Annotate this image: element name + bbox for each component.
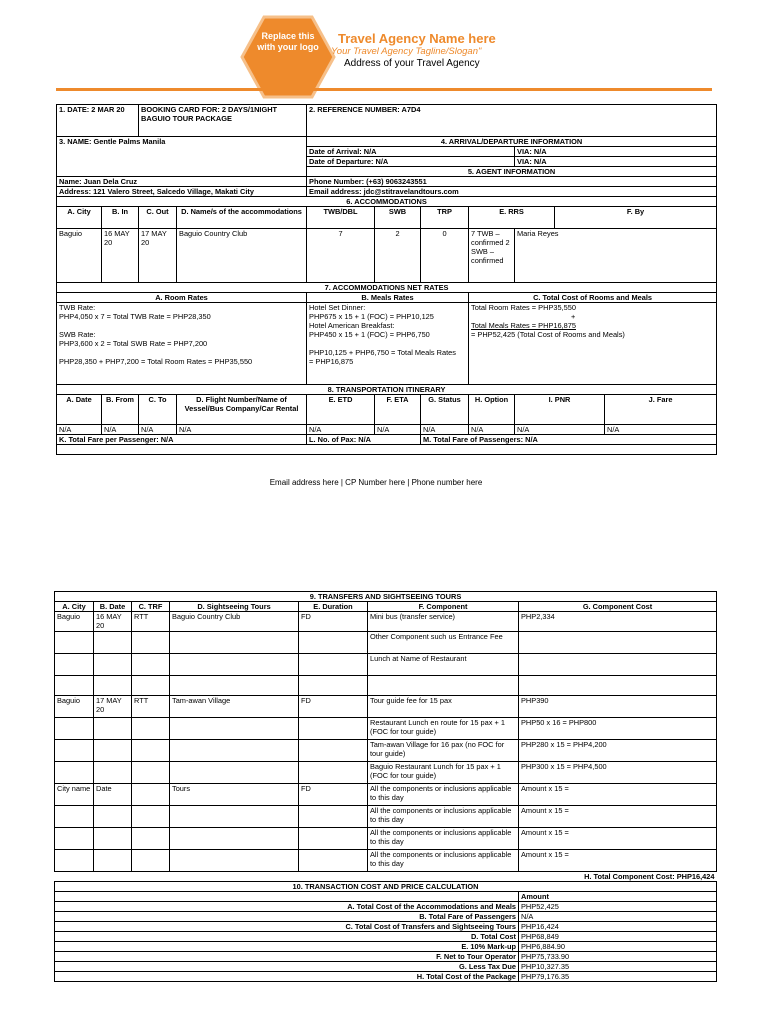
arrival-departure-header: 4. ARRIVAL/DEPARTURE INFORMATION bbox=[307, 137, 717, 147]
total-fare-per-passenger: K. Total Fare per Passenger: N/A bbox=[57, 435, 307, 445]
transaction-header: 10. TRANSACTION COST AND PRICE CALCULATION bbox=[55, 882, 717, 892]
transport-to: N/A bbox=[139, 425, 177, 435]
transfer-tour bbox=[170, 740, 299, 762]
transfer-dur bbox=[299, 654, 368, 676]
transfer-row bbox=[55, 784, 717, 806]
transaction-row bbox=[55, 922, 717, 932]
booking-date: 1. DATE: 2 MAR 20 bbox=[57, 105, 139, 137]
transport-col-carrier: D. Flight Number/Name of Vessel/Bus Company/Car Rental bbox=[177, 395, 307, 425]
transfer-dur: FD bbox=[299, 784, 368, 806]
transfers-col-trf: C. TRF bbox=[132, 602, 170, 612]
transfer-cost bbox=[519, 632, 717, 654]
accom-city: Baguio bbox=[57, 229, 102, 283]
agent-info-header: 5. AGENT INFORMATION bbox=[307, 167, 717, 177]
net-col-meals-rates: B. Meals Rates bbox=[307, 293, 469, 303]
transfer-date bbox=[94, 632, 132, 654]
room-rate-line: PHP3,600 x 2 = Total SWB Rate = PHP7,200 bbox=[59, 339, 208, 348]
room-rate-line bbox=[59, 321, 304, 330]
number-of-pax: L. No. of Pax: N/A bbox=[307, 435, 421, 445]
transfer-comp: Other Component such us Entrance Fee bbox=[368, 632, 519, 654]
transfer-row bbox=[55, 654, 717, 676]
total-component-cost: H. Total Component Cost: PHP16,424 bbox=[55, 872, 717, 882]
transfer-comp: Tam-awan Village for 16 pax (no FOC for tour guide) bbox=[368, 740, 519, 762]
transfer-cost: PHP2,334 bbox=[519, 612, 717, 632]
transaction-row bbox=[55, 932, 717, 942]
accom-in: 16 MAY 20 bbox=[102, 229, 139, 283]
accom-col-swb: SWB bbox=[375, 207, 421, 229]
transfer-comp: Tour guide fee for 15 pax bbox=[368, 696, 519, 718]
transfer-city bbox=[55, 740, 94, 762]
transfer-dur: FD bbox=[299, 612, 368, 632]
transfers-header: 9. TRANSFERS AND SIGHTSEEING TOURS bbox=[55, 592, 717, 602]
contact-footer: Email address here | CP Number here | Phone number here bbox=[269, 478, 483, 487]
transfer-dur bbox=[299, 632, 368, 654]
transfer-row bbox=[55, 740, 717, 762]
accom-col-in: B. In bbox=[102, 207, 139, 229]
transfer-tour bbox=[170, 654, 299, 676]
transfer-comp: All the components or inclusions applicable to this day bbox=[368, 850, 519, 872]
meal-rate-line: = PHP16,875 bbox=[309, 357, 354, 366]
transaction-label-blank bbox=[55, 892, 519, 902]
transfer-tour bbox=[170, 850, 299, 872]
transaction-label: B. Total Fare of Passengers bbox=[55, 912, 519, 922]
agent-address: Address: 121 Valero Street, Salcedo Village, Makati City bbox=[57, 187, 307, 197]
header-divider bbox=[56, 88, 712, 91]
accom-col-trp: TRP bbox=[421, 207, 469, 229]
meal-rates-cell bbox=[307, 303, 469, 385]
transport-col-date: A. Date bbox=[57, 395, 102, 425]
transfer-trf bbox=[132, 676, 170, 696]
room-rate-line: SWB Rate: bbox=[59, 330, 96, 339]
meal-rate-line: PHP450 x 15 + 1 (FOC) = PHP6,750 bbox=[309, 330, 430, 339]
transfer-row bbox=[55, 676, 717, 696]
total-meals-rates: Total Meals Rates = PHP16,875 bbox=[471, 321, 576, 330]
transport-col-status: G. Status bbox=[421, 395, 469, 425]
transfer-trf bbox=[132, 718, 170, 740]
accom-name: Baguio Country Club bbox=[177, 229, 307, 283]
transport-date: N/A bbox=[57, 425, 102, 435]
transport-header: 8. TRANSPORTATION ITINERARY bbox=[57, 385, 717, 395]
transfer-cost: PHP50 x 16 = PHP800 bbox=[519, 718, 717, 740]
transfer-row bbox=[55, 632, 717, 654]
meal-rate-line: PHP10,125 + PHP6,750 = Total Meals Rates bbox=[309, 348, 456, 357]
transfer-comp: Mini bus (transfer service) bbox=[368, 612, 519, 632]
transfer-comp: Lunch at Name of Restaurant bbox=[368, 654, 519, 676]
transfer-cost bbox=[519, 654, 717, 676]
accom-col-by: F. By bbox=[555, 207, 717, 229]
agency-name: Travel Agency Name here bbox=[338, 31, 496, 46]
transfers-col-duration: E. Duration bbox=[299, 602, 368, 612]
transfer-dur bbox=[299, 828, 368, 850]
transfer-row bbox=[55, 612, 717, 632]
transfer-trf bbox=[132, 850, 170, 872]
agent-name: Name: Juan Dela Cruz bbox=[57, 177, 307, 187]
accom-by: Maria Reyes bbox=[515, 229, 717, 283]
transfer-comp: Restaurant Lunch en route for 15 pax + 1 (FOC for tour guide) bbox=[368, 718, 519, 740]
transaction-row bbox=[55, 902, 717, 912]
transport-col-eta: F. ETA bbox=[375, 395, 421, 425]
transaction-value: PHP75,733.90 bbox=[519, 952, 717, 962]
transport-etd: N/A bbox=[307, 425, 375, 435]
transaction-row bbox=[55, 972, 717, 982]
transaction-value: PHP10,327.35 bbox=[519, 962, 717, 972]
transfer-row bbox=[55, 806, 717, 828]
meal-rate-line: Hotel Set Dinner: bbox=[309, 303, 366, 312]
accom-twb: 7 bbox=[307, 229, 375, 283]
transfer-comp bbox=[368, 676, 519, 696]
transfer-tour: Baguio Country Club bbox=[170, 612, 299, 632]
transfer-cost: PHP390 bbox=[519, 696, 717, 718]
transfer-date: 17 MAY 20 bbox=[94, 696, 132, 718]
transaction-label: G. Less Tax Due bbox=[55, 962, 519, 972]
transfer-date bbox=[94, 806, 132, 828]
transfer-date bbox=[94, 654, 132, 676]
booking-card-table bbox=[56, 104, 717, 455]
accom-col-city: A. City bbox=[57, 207, 102, 229]
transfers-col-tours: D. Sightseeing Tours bbox=[170, 602, 299, 612]
transfers-table bbox=[54, 591, 717, 982]
transfer-tour bbox=[170, 806, 299, 828]
total-rooms-and-meals: = PHP52,425 (Total Cost of Rooms and Meals) bbox=[471, 330, 625, 339]
accom-trp: 0 bbox=[421, 229, 469, 283]
total-cost-cell bbox=[469, 303, 717, 385]
transfer-row bbox=[55, 718, 717, 740]
transfer-trf bbox=[132, 632, 170, 654]
transfer-tour bbox=[170, 762, 299, 784]
transfer-comp: Baguio Restaurant Lunch for 15 pax + 1 (FOC for tour guide) bbox=[368, 762, 519, 784]
transfer-trf bbox=[132, 740, 170, 762]
transfer-cost bbox=[519, 676, 717, 696]
accommodations-header: 6. ACCOMMODATIONS bbox=[57, 197, 717, 207]
transfer-city bbox=[55, 850, 94, 872]
blank-row bbox=[57, 445, 717, 455]
net-col-total: C. Total Cost of Rooms and Meals bbox=[469, 293, 717, 303]
transfer-trf bbox=[132, 806, 170, 828]
booking-card-for: BOOKING CARD FOR: 2 DAYS/1NIGHT BAGUIO TOUR PACKAGE bbox=[139, 105, 307, 137]
transfer-dur bbox=[299, 740, 368, 762]
transaction-label: C. Total Cost of Transfers and Sightseeing Tours bbox=[55, 922, 519, 932]
logo-placeholder-text: Replace this with your logo bbox=[257, 31, 319, 52]
transaction-row bbox=[55, 942, 717, 952]
via-departure: VIA: N/A bbox=[515, 157, 717, 167]
transfers-col-city: A. City bbox=[55, 602, 94, 612]
transport-col-from: B. From bbox=[102, 395, 139, 425]
transfer-city: Baguio bbox=[55, 612, 94, 632]
transfer-cost: PHP300 x 15 = PHP4,500 bbox=[519, 762, 717, 784]
transport-col-fare: J. Fare bbox=[605, 395, 717, 425]
meal-rate-line: Hotel American Breakfast: bbox=[309, 321, 395, 330]
transfer-cost: PHP280 x 15 = PHP4,200 bbox=[519, 740, 717, 762]
transfer-trf: RTT bbox=[132, 696, 170, 718]
agency-address: Address of your Travel Agency bbox=[344, 58, 480, 69]
meal-rate-line: PHP675 x 15 + 1 (FOC) = PHP10,125 bbox=[309, 312, 434, 321]
transfer-date bbox=[94, 740, 132, 762]
transfer-row bbox=[55, 762, 717, 784]
agent-phone: Phone Number: (+63) 9063243551 bbox=[307, 177, 717, 187]
transaction-row bbox=[55, 912, 717, 922]
room-rate-line: PHP28,350 + PHP7,200 = Total Room Rates = PHP35,550 bbox=[59, 357, 253, 366]
logo-hexagon bbox=[240, 15, 336, 99]
transfer-trf bbox=[132, 828, 170, 850]
transaction-value: N/A bbox=[519, 912, 717, 922]
transfer-city: City name bbox=[55, 784, 94, 806]
transfer-tour bbox=[170, 632, 299, 654]
transport-pnr: N/A bbox=[515, 425, 605, 435]
transaction-label: E. 10% Mark-up bbox=[55, 942, 519, 952]
transfer-city bbox=[55, 806, 94, 828]
agent-email: Email address: jdc@stitravelandtours.com bbox=[307, 187, 717, 197]
transport-fare: N/A bbox=[605, 425, 717, 435]
reference-number: 2. REFERENCE NUMBER: A7D4 bbox=[307, 105, 717, 137]
transaction-value: PHP68,849 bbox=[519, 932, 717, 942]
transfer-dur bbox=[299, 718, 368, 740]
transfer-cost: Amount x 15 = bbox=[519, 784, 717, 806]
transfer-dur: FD bbox=[299, 696, 368, 718]
transfer-city: Baguio bbox=[55, 696, 94, 718]
agency-tagline: Your Travel Agency Tagline/Slogan" bbox=[331, 46, 482, 57]
transfer-cost: Amount x 15 = bbox=[519, 850, 717, 872]
room-rate-line bbox=[59, 348, 304, 357]
transport-col-to: C. To bbox=[139, 395, 177, 425]
transport-option: N/A bbox=[469, 425, 515, 435]
net-rates-header: 7. ACCOMMODATIONS NET RATES bbox=[57, 283, 717, 293]
transfers-col-date: B. Date bbox=[94, 602, 132, 612]
transfer-comp: All the components or inclusions applicable to this day bbox=[368, 784, 519, 806]
room-rates-cell bbox=[57, 303, 307, 385]
transfer-tour: Tours bbox=[170, 784, 299, 806]
net-col-room-rates: A. Room Rates bbox=[57, 293, 307, 303]
transfer-date bbox=[94, 828, 132, 850]
transfer-cost: Amount x 15 = bbox=[519, 828, 717, 850]
transfer-comp: All the components or inclusions applicable to this day bbox=[368, 828, 519, 850]
transport-from: N/A bbox=[102, 425, 139, 435]
transaction-value: PHP79,176.35 bbox=[519, 972, 717, 982]
transfer-tour: Tam-awan Village bbox=[170, 696, 299, 718]
total-room-rates: Total Room Rates = PHP35,550 bbox=[471, 303, 576, 312]
accom-col-out: C. Out bbox=[139, 207, 177, 229]
total-fare-of-passengers: M. Total Fare of Passengers: N/A bbox=[421, 435, 717, 445]
transfer-city bbox=[55, 654, 94, 676]
transfer-dur bbox=[299, 850, 368, 872]
transfers-col-cost: G. Component Cost bbox=[519, 602, 717, 612]
transfer-row bbox=[55, 696, 717, 718]
transfer-date bbox=[94, 676, 132, 696]
transport-eta: N/A bbox=[375, 425, 421, 435]
transport-col-etd: E. ETD bbox=[307, 395, 375, 425]
transfer-tour bbox=[170, 676, 299, 696]
transfer-dur bbox=[299, 806, 368, 828]
date-of-departure: Date of Departure: N/A bbox=[307, 157, 515, 167]
transfer-date: Date bbox=[94, 784, 132, 806]
transfer-tour bbox=[170, 718, 299, 740]
accom-col-rrs: E. RRS bbox=[469, 207, 555, 229]
transaction-value: PHP16,424 bbox=[519, 922, 717, 932]
transaction-label: A. Total Cost of the Accommodations and Meals bbox=[55, 902, 519, 912]
meal-rate-line bbox=[309, 339, 466, 348]
room-rate-line: PHP4,050 x 7 = Total TWB Rate = PHP28,350 bbox=[59, 312, 211, 321]
transfer-trf: RTT bbox=[132, 612, 170, 632]
transfer-comp: All the components or inclusions applicable to this day bbox=[368, 806, 519, 828]
transport-col-option: H. Option bbox=[469, 395, 515, 425]
total-plus-sign: + bbox=[571, 312, 576, 321]
accom-out: 17 MAY 20 bbox=[139, 229, 177, 283]
transfer-date bbox=[94, 718, 132, 740]
via-arrival: VIA: N/A bbox=[515, 147, 717, 157]
accom-rrs: 7 TWB – confirmed 2 SWB – confirmed bbox=[469, 229, 515, 283]
accom-col-twb: TWB/DBL bbox=[307, 207, 375, 229]
transaction-value: PHP52,425 bbox=[519, 902, 717, 912]
transaction-value: PHP6,884.90 bbox=[519, 942, 717, 952]
transfer-city bbox=[55, 762, 94, 784]
room-rate-line: TWB Rate: bbox=[59, 303, 96, 312]
client-name: 3. NAME: Gentle Palms Manila bbox=[57, 137, 307, 177]
transaction-label: H. Total Cost of the Package bbox=[55, 972, 519, 982]
transfer-cost: Amount x 15 = bbox=[519, 806, 717, 828]
transfer-city bbox=[55, 676, 94, 696]
accom-col-name: D. Name/s of the accommodations bbox=[177, 207, 307, 229]
date-of-arrival: Date of Arrival: N/A bbox=[307, 147, 515, 157]
transfer-date bbox=[94, 850, 132, 872]
transfer-trf bbox=[132, 784, 170, 806]
transfer-trf bbox=[132, 762, 170, 784]
transaction-row bbox=[55, 952, 717, 962]
transaction-row bbox=[55, 962, 717, 972]
transfer-tour bbox=[170, 828, 299, 850]
transfer-dur bbox=[299, 676, 368, 696]
transfer-city bbox=[55, 632, 94, 654]
transfer-city bbox=[55, 718, 94, 740]
transfers-col-component: F. Component bbox=[368, 602, 519, 612]
transfer-date: 16 MAY 20 bbox=[94, 612, 132, 632]
transport-status: N/A bbox=[421, 425, 469, 435]
transport-carrier: N/A bbox=[177, 425, 307, 435]
accom-swb: 2 bbox=[375, 229, 421, 283]
transfer-dur bbox=[299, 762, 368, 784]
transaction-label: F. Net to Tour Operator bbox=[55, 952, 519, 962]
transfer-row bbox=[55, 850, 717, 872]
transaction-label: D. Total Cost bbox=[55, 932, 519, 942]
transfer-city bbox=[55, 828, 94, 850]
transfer-row bbox=[55, 828, 717, 850]
transfer-date bbox=[94, 762, 132, 784]
transaction-amount-header: Amount bbox=[519, 892, 717, 902]
transfer-trf bbox=[132, 654, 170, 676]
transport-col-pnr: I. PNR bbox=[515, 395, 605, 425]
